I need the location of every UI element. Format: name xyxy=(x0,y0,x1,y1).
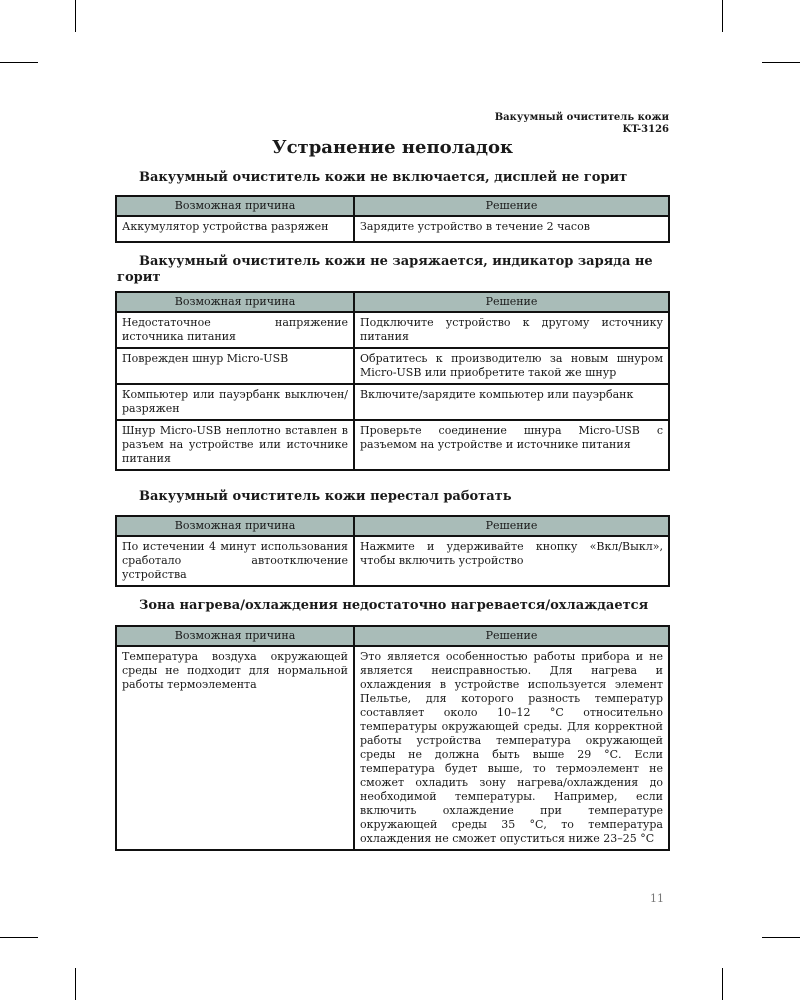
table-row xyxy=(116,312,669,348)
table-header-row xyxy=(116,196,669,216)
crop-mark xyxy=(722,0,723,32)
column-header-cause: Возможная причина xyxy=(116,516,354,536)
crop-mark xyxy=(762,62,800,63)
solution-cell: Обратитесь к производителю за новым шнуром Micro-USB или приобретите такой же шнур xyxy=(354,348,669,384)
running-header xyxy=(495,112,669,136)
solution-cell: Включите/зарядите компьютер или пауэрбанк xyxy=(354,384,669,420)
cause-cell: Шнур Micro-USB неплотно вставлен в разъем на устройстве или источнике питания xyxy=(116,420,354,470)
page-title: Устранение неполадок xyxy=(271,137,513,158)
cause-cell: Недостаточное напряжение источника питания xyxy=(116,312,354,348)
troubleshooting-table xyxy=(115,625,670,851)
section-heading: Зона нагрева/охлаждения недостаточно нагревается/охлаждается xyxy=(139,598,649,613)
column-header-cause: Возможная причина xyxy=(116,196,354,216)
solution-cell: Это является особенностью работы прибора и не является неисправностью. Для нагрева и охлаждения в устройстве используется элемент Пельтье, для которого разность температур составляет около 10–12 °С относительно температуры окружающей среды. Для корректной работы устройства температура окружающей среды не должна быть выше 29 °С. Если температура будет выше, то термоэлемент не сможет охладить зону нагрева/охлаждения до необходимой температуры. Например, если включить охлаждение при температуре окружающей среды 35 °С, то температура охлаждения не сможет опуститься ниже 23–25 °С xyxy=(354,646,669,850)
crop-mark xyxy=(75,0,76,32)
section-heading: Вакуумный очиститель кожи перестал работать xyxy=(139,489,512,504)
section-heading: Вакуумный очиститель кожи не включается, дисплей не горит xyxy=(139,170,628,185)
column-header-solution: Решение xyxy=(354,626,669,646)
crop-mark xyxy=(75,968,76,1000)
column-header-cause: Возможная причина xyxy=(116,292,354,312)
troubleshooting-table xyxy=(115,291,670,471)
table-header-row xyxy=(116,292,669,312)
header-product-name: Вакуумный очиститель кожи xyxy=(494,112,669,123)
cause-cell: Компьютер или пауэрбанк выключен/разряжен xyxy=(116,384,354,420)
solution-cell: Проверьте соединение шнура Micro-USB с разъемом на устройстве и источнике питания xyxy=(354,420,669,470)
column-header-solution: Решение xyxy=(354,292,669,312)
column-header-solution: Решение xyxy=(354,196,669,216)
table-row xyxy=(116,216,669,242)
troubleshooting-table xyxy=(115,515,670,587)
cause-cell: Аккумулятор устройства разряжен xyxy=(116,216,354,242)
table-row xyxy=(116,420,669,470)
header-model: KT-3126 xyxy=(622,124,669,135)
table-row xyxy=(116,646,669,850)
crop-mark xyxy=(722,968,723,1000)
cause-cell: Поврежден шнур Micro-USB xyxy=(116,348,354,384)
table-row xyxy=(116,348,669,384)
table-header-row xyxy=(116,626,669,646)
table-row xyxy=(116,384,669,420)
solution-cell: Нажмите и удерживайте кнопку «Вкл/Выкл», чтобы включить устройство xyxy=(354,536,669,586)
table-header-row xyxy=(116,516,669,536)
column-header-solution: Решение xyxy=(354,516,669,536)
section-heading: Вакуумный очиститель кожи не заряжается, индикатор заряда не горит xyxy=(117,254,653,285)
solution-cell: Зарядите устройство в течение 2 часов xyxy=(354,216,669,242)
crop-mark xyxy=(762,937,800,938)
cause-cell: По истечении 4 минут использования сработало автоотключение устройства xyxy=(116,536,354,586)
cause-cell: Температура воздуха окружающей среды не подходит для нормальной работы термоэлемента xyxy=(116,646,354,850)
troubleshooting-table xyxy=(115,195,670,243)
crop-mark xyxy=(0,62,38,63)
solution-cell: Подключите устройство к другому источнику питания xyxy=(354,312,669,348)
page-number: 11 xyxy=(650,892,664,905)
crop-mark xyxy=(0,937,38,938)
table-row xyxy=(116,536,669,586)
column-header-cause: Возможная причина xyxy=(116,626,354,646)
